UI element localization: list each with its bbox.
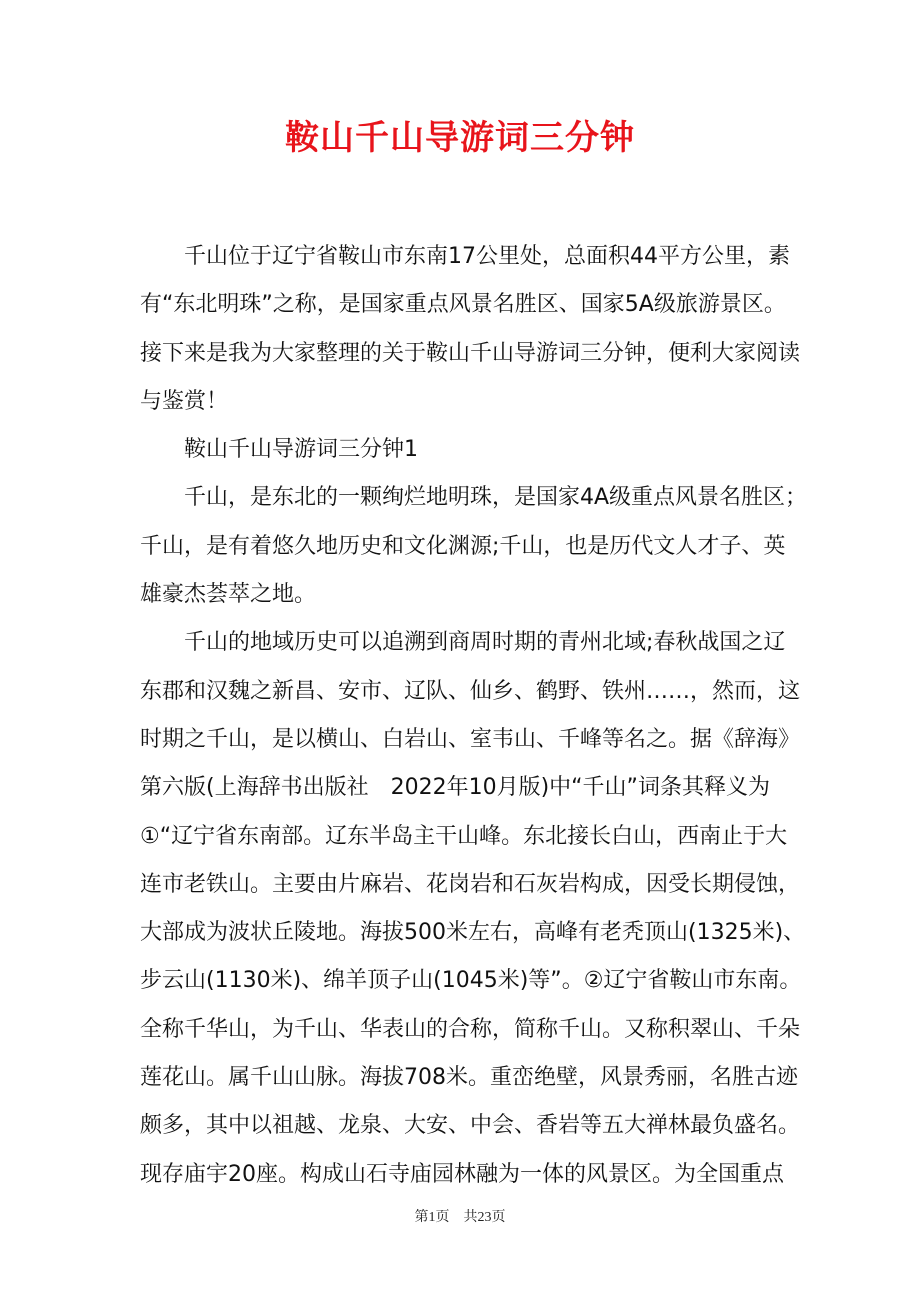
text-line: 鞍山千山导游词三分钟1: [184, 437, 418, 463]
text-line: 东郡和汉魏之新昌、安市、辽队、仙乡、鹤野、铁州……，然而，这: [140, 678, 801, 704]
text-line: 大部成为波状丘陵地。海拔500米左右，高峰有老秃顶山(1325米)、: [140, 920, 806, 946]
text-line: 步云山(1130米)、绵羊顶子山(1045米)等”。②辽宁省鞍山市东南。: [140, 968, 802, 994]
page-number-footer: 第1页 共23页: [414, 1210, 506, 1225]
text-line: 全称千华山，为千山、华表山的合称，简称千山。又称积翠山、千朵: [140, 1016, 801, 1042]
text-line: 千山，是有着悠久地历史和文化渊源;千山，也是历代文人才子、英: [140, 533, 786, 559]
text-line: 千山的地域历史可以追溯到商周时期的青州北域;春秋战国之辽: [184, 630, 786, 656]
text-line: 雄豪杰荟萃之地。: [140, 582, 317, 608]
text-line: 千山位于辽宁省鞍山市东南17公里处，总面积44平方公里，素: [184, 244, 790, 269]
text-line: ①“辽宁省东南部。辽东半岛主干山峰。东北接长白山，西南止于大: [140, 823, 788, 849]
text-line: 第六版(上海辞书出版社 2022年10月版)中“千山”词条其释义为: [140, 775, 770, 801]
text-line: 颇多，其中以祖越、龙泉、大安、中会、香岩等五大禅林最负盛名。: [140, 1113, 801, 1139]
text-line: 接下来是我为大家整理的关于鞍山千山导游词三分钟，便利大家阅读: [140, 340, 801, 366]
text-line: 连市老铁山。主要由片麻岩、花岗岩和石灰岩构成，因受长期侵蚀，: [140, 871, 801, 897]
text-line: 与鉴赏！: [140, 388, 229, 414]
text-line: 有“东北明珠”之称，是国家重点风景名胜区、国家5A级旅游景区。: [140, 292, 786, 318]
text-line: 时期之千山，是以横山、白岩山、室韦山、千峰等名之。据《辞海》: [140, 726, 801, 752]
text-line: 千山，是东北的一颗绚烂地明珠，是国家4A级重点风景名胜区；: [184, 485, 808, 511]
document-title: 鞍山千山导游词三分钟: [285, 118, 635, 158]
document-body: [140, 233, 820, 1199]
text-line: 莲花山。属千山山脉。海拔708米。重峦绝壁，风景秀丽，名胜古迹: [140, 1065, 798, 1091]
text-line: 现存庙宇20座。构成山石寺庙园林融为一体的风景区。为全国重点: [140, 1161, 784, 1187]
